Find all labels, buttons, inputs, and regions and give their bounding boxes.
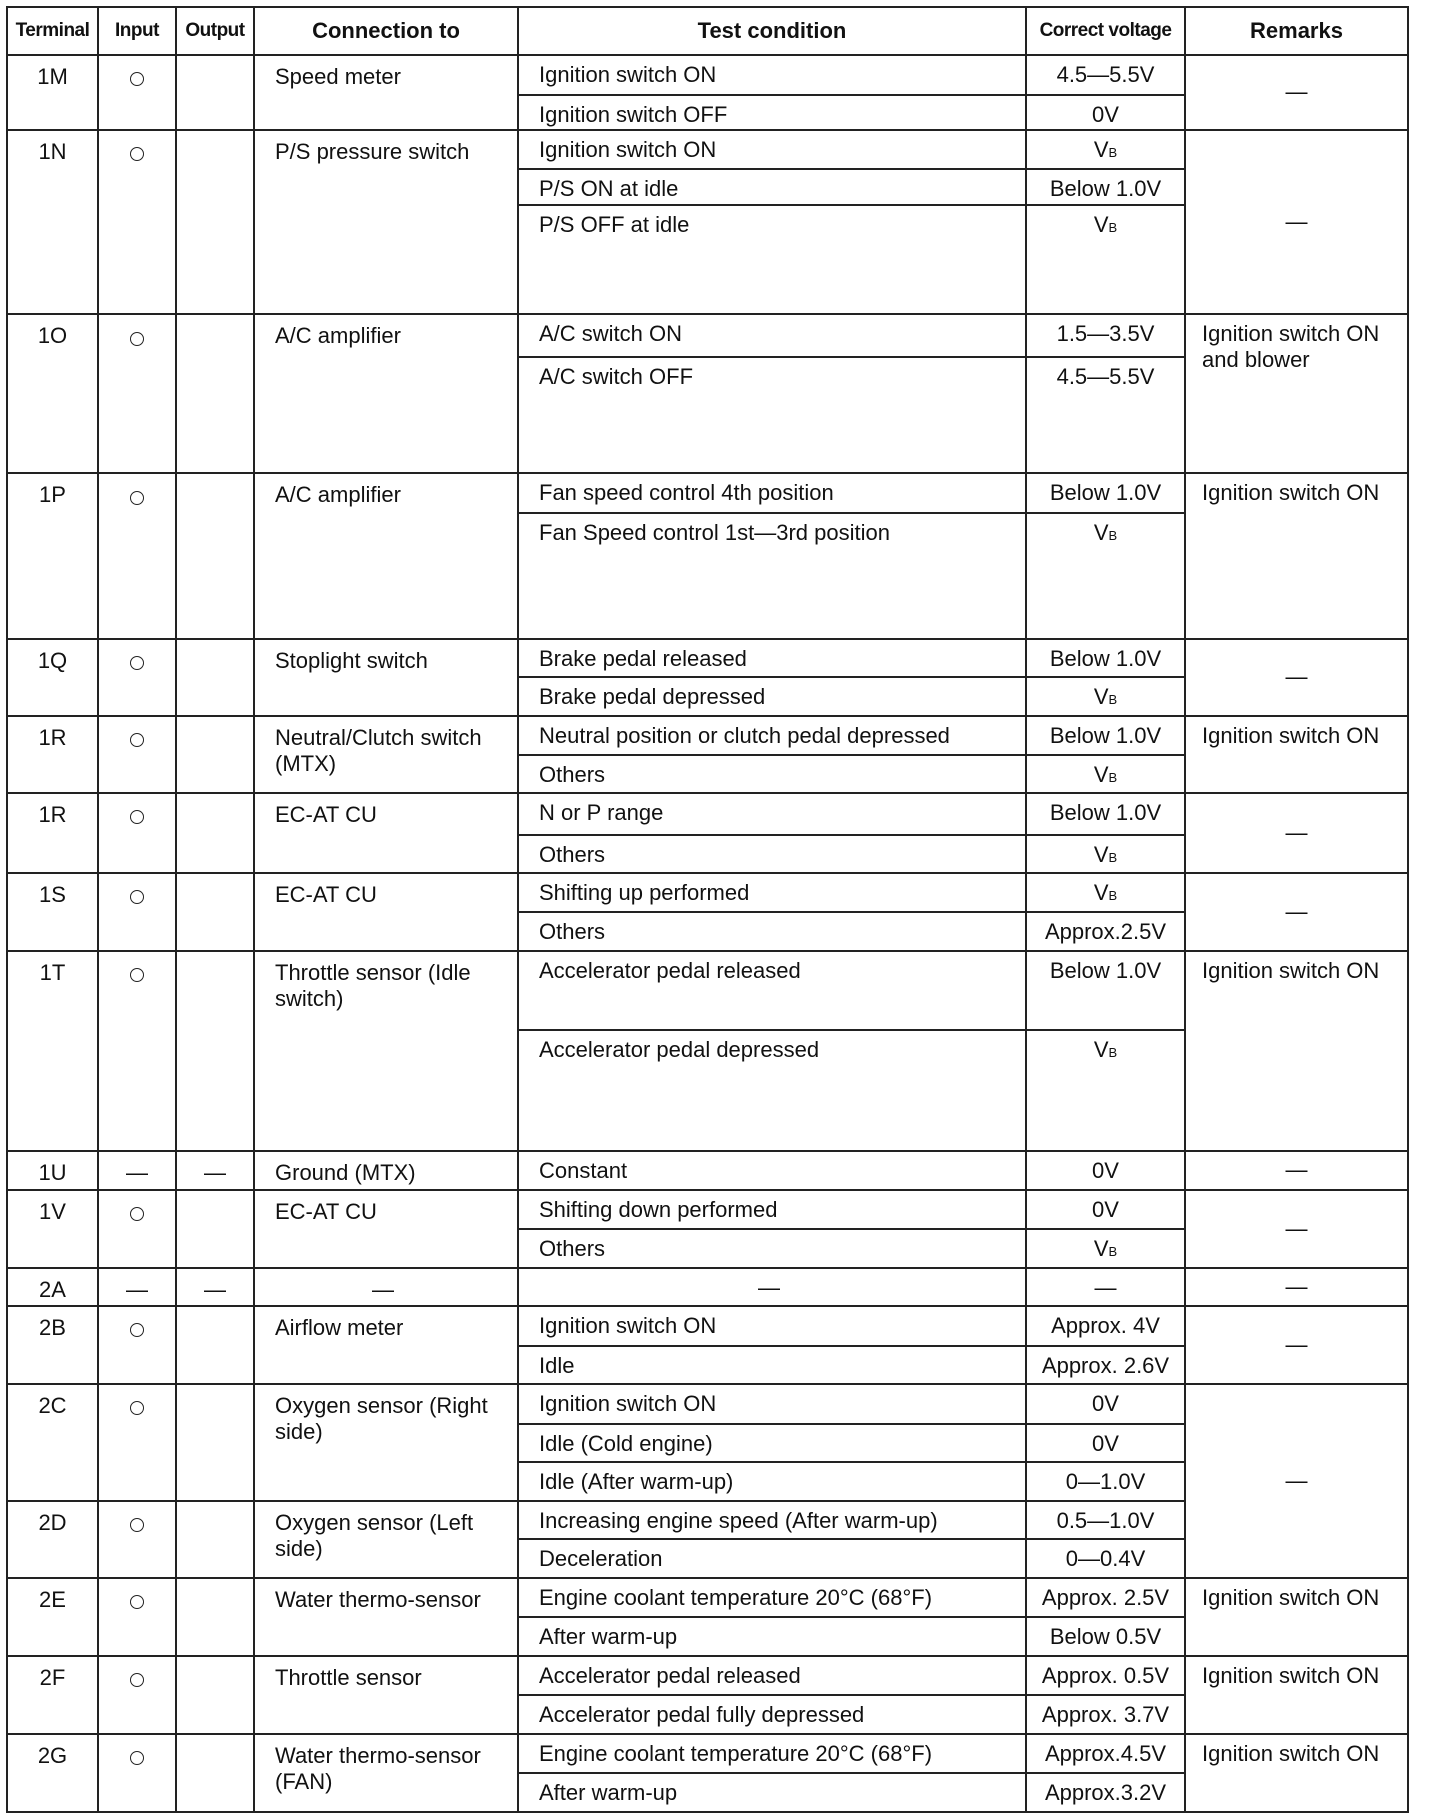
input-cell [98,951,176,1152]
terminal-cell: 1S [7,873,98,951]
table-row [7,951,1408,1030]
condition-cell: After warm-up [518,1773,1026,1812]
output-cell [176,1306,254,1384]
output-cell [176,473,254,638]
input-cell [98,1734,176,1812]
table-row [7,130,1408,170]
connection-cell: Ground (MTX) [254,1151,518,1190]
condition-cell: P/S OFF at idle [518,205,1026,314]
voltage-cell: Approx. 2.5V [1026,1578,1185,1618]
terminal-cell: 1V [7,1190,98,1268]
voltage-cell: Below 1.0V [1026,639,1185,678]
output-cell [176,55,254,130]
input-cell [98,793,176,873]
remarks-cell: Ignition switch ON [1185,716,1408,793]
voltage-cell: 0—1.0V [1026,1462,1185,1501]
condition-cell: A/C switch ON [518,314,1026,357]
output-cell [176,716,254,793]
output-cell: — [176,1268,254,1307]
terminal-cell: 1O [7,314,98,473]
connection-cell: Water thermo-sensor [254,1578,518,1656]
input-circle-icon [130,810,144,824]
condition-cell: Increasing engine speed (After warm-up) [518,1501,1026,1540]
condition-cell: P/S ON at idle [518,169,1026,204]
vb-symbol: VB [1093,684,1118,710]
input-circle-icon [130,72,144,86]
vb-symbol: VB [1093,136,1118,162]
terminal-cell: 1M [7,55,98,130]
voltage-cell: 4.5—5.5V [1026,357,1185,474]
terminal-cell: 1U [7,1151,98,1190]
input-circle-icon [130,1673,144,1687]
input-cell [98,1578,176,1656]
voltage-cell: Below 1.0V [1026,169,1185,204]
voltage-cell: Below 1.0V [1026,473,1185,513]
input-circle-icon [130,733,144,747]
table-row [7,1190,1408,1230]
remarks-cell: — [1185,55,1408,130]
output-cell [176,1190,254,1268]
remarks-cell: — [1185,1306,1408,1384]
input-cell [98,873,176,951]
table-row [7,1578,1408,1618]
voltage-cell [1026,835,1185,872]
header-input: Input [98,7,176,55]
voltage-cell [1026,755,1185,792]
voltage-cell: 1.5—3.5V [1026,314,1185,357]
condition-cell: Ignition switch ON [518,1306,1026,1346]
connection-cell: Throttle sensor (Idle switch) [254,951,518,1152]
condition-cell: Accelerator pedal released [518,951,1026,1030]
condition-cell: Ignition switch OFF [518,95,1026,130]
condition-cell: Engine coolant temperature 20°C (68°F) [518,1578,1026,1618]
connection-cell: Neutral/Clutch switch (MTX) [254,716,518,793]
connection-cell: EC-AT CU [254,1190,518,1268]
terminal-cell: 1R [7,716,98,793]
voltage-cell [1026,1030,1185,1152]
header-remarks: Remarks [1185,7,1408,55]
connection-cell: Stoplight switch [254,639,518,716]
input-circle-icon [130,332,144,346]
remarks-cell: — [1185,873,1408,951]
condition-cell: Constant [518,1151,1026,1190]
output-cell [176,1501,254,1578]
terminal-cell: 2E [7,1578,98,1656]
condition-cell: Deceleration [518,1539,1026,1578]
condition-cell: Brake pedal released [518,639,1026,678]
remarks-cell: — [1185,1384,1408,1578]
table-row [7,1656,1408,1696]
table-row [7,1151,1408,1190]
terminal-cell: 1R [7,793,98,873]
input-circle-icon [130,1595,144,1609]
remarks-cell: — [1185,793,1408,873]
condition-cell: Shifting down performed [518,1190,1026,1230]
condition-cell: Shifting up performed [518,873,1026,913]
input-circle-icon [130,968,144,982]
output-cell [176,1384,254,1501]
voltage-cell: Below 1.0V [1026,793,1185,836]
output-cell [176,130,254,314]
voltage-cell: Below 1.0V [1026,951,1185,1030]
terminal-cell: 2F [7,1656,98,1734]
input-cell [98,1306,176,1384]
voltage-cell [1026,205,1185,314]
remarks-cell: — [1185,130,1408,314]
input-circle-icon [130,890,144,904]
input-cell: — [98,1151,176,1190]
input-cell [98,639,176,716]
voltage-cell: — [1026,1268,1185,1307]
output-cell [176,1656,254,1734]
table-row [7,473,1408,513]
terminal-cell: 1N [7,130,98,314]
output-cell [176,639,254,716]
remarks-cell: — [1185,1190,1408,1268]
condition-cell: Fan Speed control 1st—3rd position [518,513,1026,639]
output-cell [176,951,254,1152]
remarks-cell: Ignition switch ON and blower [1185,314,1408,473]
voltage-cell: 0.5—1.0V [1026,1501,1185,1540]
input-circle-icon [130,1518,144,1532]
remarks-cell: — [1185,1151,1408,1190]
voltage-cell: 0V [1026,1384,1185,1424]
condition-cell: After warm-up [518,1617,1026,1656]
connection-cell: Airflow meter [254,1306,518,1384]
table-row [7,314,1408,357]
input-circle-icon [130,491,144,505]
input-cell [98,1384,176,1501]
header-row [7,7,1408,55]
header-condition: Test condition [518,7,1026,55]
input-cell [98,1501,176,1578]
table-row [7,55,1408,95]
condition-cell: Neutral position or clutch pedal depressed [518,716,1026,756]
voltage-cell: Approx.4.5V [1026,1734,1185,1774]
voltage-cell: 0V [1026,95,1185,130]
condition-cell: Idle [518,1346,1026,1385]
voltage-cell [1026,873,1185,913]
vb-symbol: VB [1093,519,1118,545]
connection-cell: Oxygen sensor (Left side) [254,1501,518,1578]
header-output: Output [176,7,254,55]
remarks-cell: — [1185,639,1408,716]
terminal-cell: 1P [7,473,98,638]
voltage-cell: Approx.3.2V [1026,1773,1185,1812]
table-row [7,793,1408,836]
terminal-cell: 2A [7,1268,98,1307]
voltage-cell [1026,130,1185,170]
condition-cell: Others [518,835,1026,872]
condition-cell: Ignition switch ON [518,1384,1026,1424]
connection-cell: Speed meter [254,55,518,130]
vb-symbol: VB [1093,879,1118,905]
vb-symbol: VB [1093,211,1118,237]
table-row [7,1268,1408,1307]
table-row [7,639,1408,678]
voltage-cell: Approx. 3.7V [1026,1695,1185,1734]
terminal-cell: 1T [7,951,98,1152]
header-connection: Connection to [254,7,518,55]
input-cell [98,130,176,314]
output-cell [176,873,254,951]
connection-cell: EC-AT CU [254,873,518,951]
condition-cell: Accelerator pedal released [518,1656,1026,1696]
condition-cell: Ignition switch ON [518,55,1026,95]
voltage-cell: Approx. 2.6V [1026,1346,1185,1385]
condition-cell: Fan speed control 4th position [518,473,1026,513]
table-row [7,873,1408,913]
input-circle-icon [130,147,144,161]
condition-cell: Others [518,1229,1026,1268]
header-terminal: Terminal [7,7,98,55]
condition-cell: Ignition switch ON [518,130,1026,170]
terminal-cell: 2B [7,1306,98,1384]
remarks-cell: Ignition switch ON [1185,473,1408,638]
table-row [7,1384,1408,1424]
condition-cell: Accelerator pedal fully depressed [518,1695,1026,1734]
connection-cell: Oxygen sensor (Right side) [254,1384,518,1501]
condition-cell: Engine coolant temperature 20°C (68°F) [518,1734,1026,1774]
terminal-cell: 2G [7,1734,98,1812]
vb-symbol: VB [1093,762,1118,788]
connection-cell: — [254,1268,518,1307]
terminal-voltage-table [6,6,1407,1813]
vb-symbol: VB [1093,1036,1118,1062]
table-row [7,1734,1408,1774]
voltage-cell: Approx. 0.5V [1026,1656,1185,1696]
input-cell [98,1656,176,1734]
condition-cell: Others [518,755,1026,792]
voltage-cell [1026,677,1185,716]
header-voltage: Correct voltage [1026,7,1185,55]
voltage-cell: Below 1.0V [1026,716,1185,756]
voltage-cell: 0V [1026,1151,1185,1190]
input-cell [98,55,176,130]
table-row [7,716,1408,756]
output-cell: — [176,1151,254,1190]
connection-cell: Water thermo-sensor (FAN) [254,1734,518,1812]
input-circle-icon [130,1401,144,1415]
connection-cell: P/S pressure switch [254,130,518,314]
input-cell [98,314,176,473]
input-circle-icon [130,1323,144,1337]
vb-symbol: VB [1093,842,1118,868]
voltage-cell [1026,1229,1185,1268]
output-cell [176,793,254,873]
terminal-cell: 2C [7,1384,98,1501]
condition-cell: Others [518,912,1026,951]
voltage-cell [1026,513,1185,639]
terminal-cell: 2D [7,1501,98,1578]
connection-cell: A/C amplifier [254,473,518,638]
input-cell [98,716,176,793]
input-cell [98,1190,176,1268]
condition-cell: — [518,1268,1026,1307]
voltage-cell: 0V [1026,1190,1185,1230]
remarks-cell: Ignition switch ON [1185,1578,1408,1656]
condition-cell: A/C switch OFF [518,357,1026,474]
output-cell [176,1734,254,1812]
voltage-cell: Below 0.5V [1026,1617,1185,1656]
condition-cell: Idle (Cold engine) [518,1424,1026,1463]
input-circle-icon [130,1751,144,1765]
output-cell [176,314,254,473]
remarks-cell: — [1185,1268,1408,1307]
condition-cell: Idle (After warm-up) [518,1462,1026,1501]
input-cell [98,473,176,638]
remarks-cell: Ignition switch ON [1185,951,1408,1152]
condition-cell: Brake pedal depressed [518,677,1026,716]
terminal-cell: 1Q [7,639,98,716]
remarks-cell: Ignition switch ON [1185,1734,1408,1812]
voltage-cell: 4.5—5.5V [1026,55,1185,95]
table-row [7,1306,1408,1346]
input-circle-icon [130,1207,144,1221]
connection-cell: EC-AT CU [254,793,518,873]
voltage-cell: Approx. 4V [1026,1306,1185,1346]
connection-cell: Throttle sensor [254,1656,518,1734]
connection-cell: A/C amplifier [254,314,518,473]
condition-cell: N or P range [518,793,1026,836]
output-cell [176,1578,254,1656]
remarks-cell: Ignition switch ON [1185,1656,1408,1734]
vb-symbol: VB [1093,1236,1118,1262]
condition-cell: Accelerator pedal depressed [518,1030,1026,1152]
voltage-cell: Approx.2.5V [1026,912,1185,951]
voltage-cell: 0—0.4V [1026,1539,1185,1578]
voltage-cell: 0V [1026,1424,1185,1463]
input-cell: — [98,1268,176,1307]
input-circle-icon [130,656,144,670]
